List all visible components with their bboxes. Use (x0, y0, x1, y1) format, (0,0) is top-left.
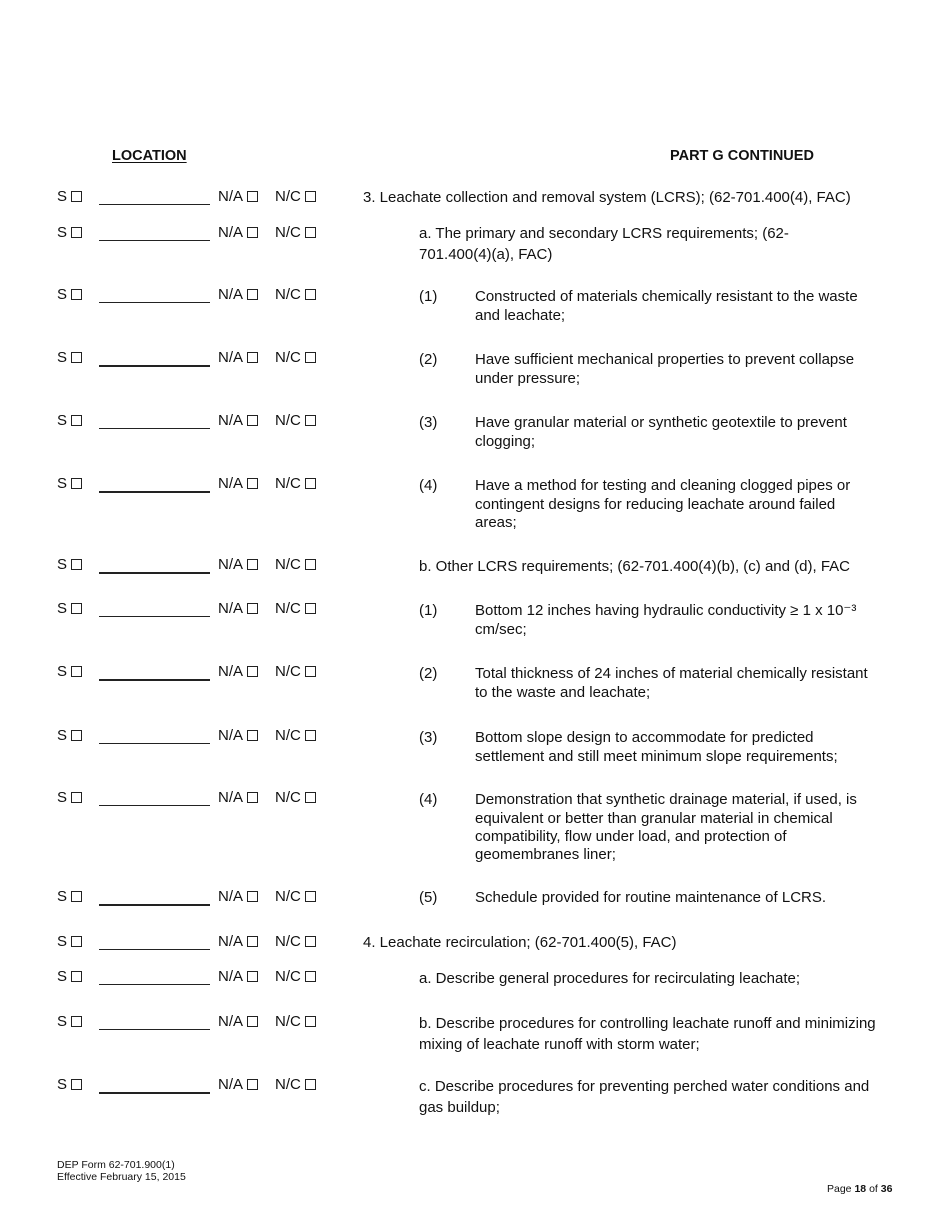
nc-label: N/C (275, 727, 301, 744)
nc-label: N/C (275, 600, 301, 617)
nc-checkbox[interactable] (305, 1079, 316, 1090)
s-checkbox[interactable] (71, 603, 82, 614)
s-checkbox[interactable] (71, 191, 82, 202)
s-checkbox[interactable] (71, 415, 82, 426)
na-checkbox[interactable] (247, 666, 258, 677)
nc-checkbox[interactable] (305, 559, 316, 570)
control-row (57, 968, 337, 986)
item-number: (1) (419, 602, 438, 619)
s-label: S (57, 475, 68, 492)
s-checkbox[interactable] (71, 352, 82, 363)
control-row (57, 412, 337, 430)
location-blank[interactable] (99, 240, 210, 241)
s-checkbox[interactable] (71, 227, 82, 238)
item-4b: b. Describe procedures for controlling leachate runoff and minimizing mixing of leachate runoff with storm water; (419, 1015, 876, 1053)
nc-label: N/C (275, 1076, 301, 1093)
nc-label: N/C (275, 412, 301, 429)
control-row (57, 556, 337, 574)
item-3a-1: Constructed of materials chemically resistant to the waste and leachate; (475, 288, 858, 324)
nc-checkbox[interactable] (305, 891, 316, 902)
s-checkbox[interactable] (71, 666, 82, 677)
na-checkbox[interactable] (247, 730, 258, 741)
item-number: (5) (419, 889, 438, 906)
na-checkbox[interactable] (247, 289, 258, 300)
effective-date: Effective February 15, 2015 (57, 1171, 186, 1183)
na-label: N/A (218, 1076, 244, 1093)
item-3b: b. Other LCRS requirements; (62-701.400(4)(b), (c) and (d), FAC (419, 558, 851, 575)
item-number: (4) (419, 791, 438, 808)
s-label: S (57, 188, 68, 205)
na-label: N/A (218, 1013, 244, 1030)
nc-checkbox[interactable] (305, 792, 316, 803)
na-label: N/A (218, 556, 244, 573)
control-row (57, 663, 337, 681)
item-number: (2) (419, 351, 438, 368)
na-checkbox[interactable] (247, 227, 258, 238)
na-label: N/A (218, 475, 244, 492)
control-row (57, 1013, 337, 1031)
nc-label: N/C (275, 888, 301, 905)
location-blank[interactable] (99, 679, 210, 681)
control-row (57, 933, 337, 951)
na-checkbox[interactable] (247, 191, 258, 202)
s-checkbox[interactable] (71, 559, 82, 570)
nc-label: N/C (275, 475, 301, 492)
item-3a: a. The primary and secondary LCRS requirements; (62- 701.400(4)(a), FAC) (419, 225, 789, 263)
na-checkbox[interactable] (247, 936, 258, 947)
item-3b-1: Bottom 12 inches having hydraulic conductivity ≥ 1 x 10⁻³ cm/sec; (475, 602, 857, 638)
location-blank[interactable] (99, 365, 210, 367)
s-label: S (57, 663, 68, 680)
location-blank[interactable] (99, 302, 210, 303)
nc-checkbox[interactable] (305, 227, 316, 238)
na-checkbox[interactable] (247, 792, 258, 803)
location-blank[interactable] (99, 491, 210, 493)
nc-label: N/C (275, 286, 301, 303)
na-checkbox[interactable] (247, 603, 258, 614)
item-3a-4: Have a method for testing and cleaning clogged pipes or contingent designs for reducing leachate around failed areas; (475, 477, 851, 531)
form-number: DEP Form 62-701.900(1) (57, 1159, 175, 1171)
nc-checkbox[interactable] (305, 191, 316, 202)
location-blank[interactable] (99, 428, 210, 429)
form-footer (57, 1159, 186, 1183)
nc-checkbox[interactable] (305, 415, 316, 426)
na-label: N/A (218, 412, 244, 429)
na-checkbox[interactable] (247, 559, 258, 570)
na-label: N/A (218, 349, 244, 366)
na-checkbox[interactable] (247, 1016, 258, 1027)
location-blank[interactable] (99, 805, 210, 806)
item-4a: a. Describe general procedures for recirculating leachate; (419, 970, 801, 987)
location-blank[interactable] (99, 204, 210, 205)
na-label: N/A (218, 968, 244, 985)
nc-checkbox[interactable] (305, 352, 316, 363)
s-checkbox[interactable] (71, 478, 82, 489)
s-label: S (57, 789, 68, 806)
control-row (57, 349, 337, 367)
nc-checkbox[interactable] (305, 971, 316, 982)
item-3a-2: Have sufficient mechanical properties to prevent collapse under pressure; (475, 351, 855, 387)
item-number: (3) (419, 414, 438, 431)
part-header: PART G CONTINUED (670, 148, 814, 164)
nc-checkbox[interactable] (305, 730, 316, 741)
na-label: N/A (218, 286, 244, 303)
item-3b-3: Bottom slope design to accommodate for predicted settlement and still meet minimum slope requirements; (475, 729, 838, 765)
item-3-heading: 3. Leachate collection and removal system (LCRS); (62-701.400(4), FAC) (363, 189, 851, 206)
control-row (57, 1076, 337, 1094)
s-label: S (57, 556, 68, 573)
page-number: Page 18 of 36 (827, 1183, 893, 1195)
location-blank[interactable] (99, 949, 210, 950)
s-checkbox[interactable] (71, 730, 82, 741)
nc-label: N/C (275, 188, 301, 205)
nc-label: N/C (275, 224, 301, 241)
location-blank[interactable] (99, 904, 210, 906)
item-4-heading: 4. Leachate recirculation; (62-701.400(5), FAC) (363, 934, 677, 951)
nc-checkbox[interactable] (305, 666, 316, 677)
nc-label: N/C (275, 933, 301, 950)
item-3a-3: Have granular material or synthetic geotextile to prevent clogging; (475, 414, 847, 450)
na-checkbox[interactable] (247, 1079, 258, 1090)
s-label: S (57, 349, 68, 366)
nc-checkbox[interactable] (305, 289, 316, 300)
na-label: N/A (218, 663, 244, 680)
na-checkbox[interactable] (247, 352, 258, 363)
na-checkbox[interactable] (247, 478, 258, 489)
item-3b-4: Demonstration that synthetic drainage material, if used, is equivalent or better than granular material in chemical compatibility, flow under load, and protection of geomembranes liner; (475, 791, 857, 863)
control-row (57, 600, 337, 618)
item-4c: c. Describe procedures for preventing perched water conditions and gas buildup; (419, 1078, 870, 1116)
na-label: N/A (218, 933, 244, 950)
item-number: (4) (419, 477, 438, 494)
s-label: S (57, 600, 68, 617)
location-blank[interactable] (99, 743, 210, 744)
na-label: N/A (218, 224, 244, 241)
nc-checkbox[interactable] (305, 1016, 316, 1027)
s-label: S (57, 727, 68, 744)
s-label: S (57, 933, 68, 950)
nc-checkbox[interactable] (305, 478, 316, 489)
control-row (57, 888, 337, 906)
location-blank[interactable] (99, 616, 210, 617)
location-header: LOCATION (112, 148, 187, 164)
s-checkbox[interactable] (71, 1079, 82, 1090)
s-label: S (57, 888, 68, 905)
nc-label: N/C (275, 789, 301, 806)
nc-label: N/C (275, 349, 301, 366)
na-checkbox[interactable] (247, 891, 258, 902)
na-label: N/A (218, 789, 244, 806)
item-number: (2) (419, 665, 438, 682)
item-3b-2: Total thickness of 24 inches of material chemically resistant to the waste and leachate; (475, 665, 868, 701)
s-label: S (57, 1076, 68, 1093)
s-label: S (57, 286, 68, 303)
s-label: S (57, 1013, 68, 1030)
control-row (57, 727, 337, 745)
item-number: (1) (419, 288, 438, 305)
na-checkbox[interactable] (247, 415, 258, 426)
location-blank[interactable] (99, 984, 210, 985)
na-label: N/A (218, 727, 244, 744)
na-checkbox[interactable] (247, 971, 258, 982)
s-checkbox[interactable] (71, 971, 82, 982)
nc-label: N/C (275, 968, 301, 985)
location-blank[interactable] (99, 1092, 210, 1094)
control-row (57, 286, 337, 304)
location-blank[interactable] (99, 572, 210, 574)
s-checkbox[interactable] (71, 289, 82, 300)
nc-label: N/C (275, 1013, 301, 1030)
control-row (57, 188, 337, 206)
s-checkbox[interactable] (71, 936, 82, 947)
s-label: S (57, 224, 68, 241)
s-label: S (57, 968, 68, 985)
control-row (57, 789, 337, 807)
item-number: (3) (419, 729, 438, 746)
nc-label: N/C (275, 663, 301, 680)
control-row (57, 224, 337, 242)
s-checkbox[interactable] (71, 792, 82, 803)
s-label: S (57, 412, 68, 429)
s-checkbox[interactable] (71, 891, 82, 902)
nc-checkbox[interactable] (305, 603, 316, 614)
na-label: N/A (218, 188, 244, 205)
na-label: N/A (218, 600, 244, 617)
s-checkbox[interactable] (71, 1016, 82, 1027)
control-row (57, 475, 337, 493)
nc-label: N/C (275, 556, 301, 573)
na-label: N/A (218, 888, 244, 905)
nc-checkbox[interactable] (305, 936, 316, 947)
item-3b-5: Schedule provided for routine maintenance of LCRS. (475, 889, 827, 906)
location-blank[interactable] (99, 1029, 210, 1030)
